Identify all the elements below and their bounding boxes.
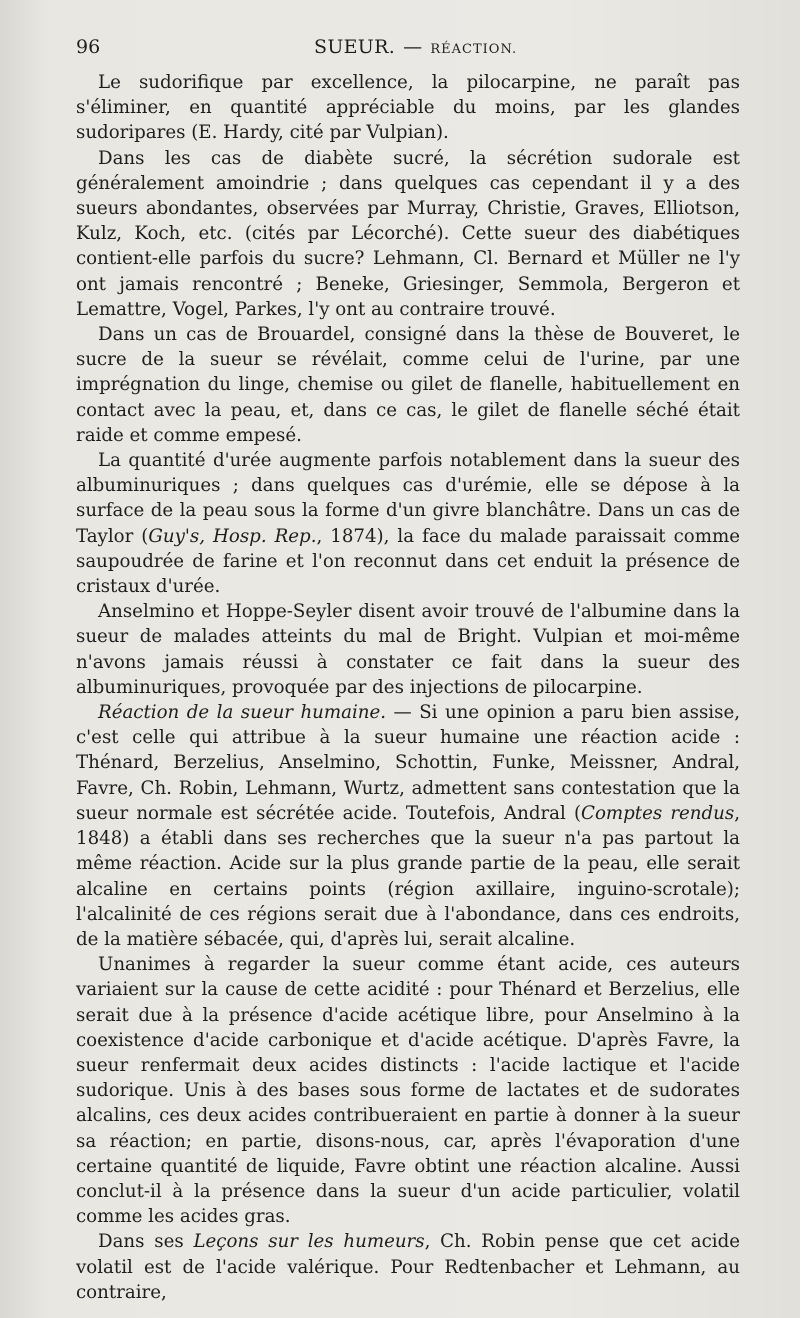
running-header <box>76 36 742 66</box>
paragraph-uree <box>76 448 740 599</box>
paragraph-pilocarpine: Le sudorifique par excellence, la pilocarpine, ne paraît pas s'éliminer, en quantité appréciable du moins, par les glandes sudoripares (E. Hardy, cité par Vulpian). <box>76 72 740 144</box>
paragraph-robin <box>76 1229 740 1305</box>
paragraph-acidite: Unanimes à regarder la sueur comme étant acide, ces auteurs variaient sur la cause de cette acidité : pour Thénard et Berzelius, elle serait due à la présence d'acide acétique libre, pour Anselmino à la coexistence d'acide carbonique et d'acide acétique. D'après Favre, la sueur renfermait deux acides distincts : l'acide lactique et l'acide sudorique. Unis à des bases sous forme de lactates et de sudorates alcalins, ces deux acides contribueraient en partie à donner à la sueur sa réaction; en partie, disons-nous, car, après l'évaporation d'une certaine quantité de liquide, Favre obtint une réaction alcaline. Aussi conclut-il à la présence dans la sueur d'un acide particulier, volatil comme les acides gras. <box>76 954 740 1228</box>
running-title-section: RÉACTION. <box>430 42 518 57</box>
citation-lecons-humeurs: Leçons sur les humeurs <box>193 1231 425 1253</box>
page-number: 96 <box>76 36 101 58</box>
running-title-separator: — <box>403 36 423 58</box>
paragraph-uree-text-1: La quantité d'urée augmente parfois notablement dans la sueur des albuminuriques ; dans quelques cas d'urémie, elle se dépose à la surface de la peau sous la forme d'un givre blanchâtre. Dans un cas de Taylor ( <box>76 450 740 547</box>
citation-guys-hosp-rep: Guy's, Hosp. Rep. <box>148 525 317 547</box>
body-text <box>76 70 740 1305</box>
paragraph-robin-text-2: , Ch. Robin pense que cet acide volatil est de l'acide valérique. Pour Redtenbacher et Lehmann, au contraire, <box>76 1231 741 1303</box>
paragraph-albumine: Anselmino et Hoppe-Seyler disent avoir trouvé de l'albumine dans la sueur de malades atteints du mal de Bright. Vulpian et moi-même n'avons jamais réussi à constater ce fait dans la sueur des albuminuriques, provoquée par des injections de pilocarpine. <box>76 601 740 698</box>
running-title <box>314 36 517 58</box>
paragraph-robin-text-1: Dans ses <box>98 1231 194 1253</box>
paragraph-brouardel: Dans un cas de Brouardel, consigné dans la thèse de Bouveret, le sucre de la sueur se révélait, comme celui de l'urine, par une imprégnation du linge, chemise ou gilet de flanelle, habituellement en contact avec la peau, et, dans ce cas, le gilet de flanelle séché était raide et comme empesé. <box>76 324 740 446</box>
paragraph-reaction-text-1: — Si une opinion a paru bien assise, c'est celle qui attribue à la sueur humaine une réaction acide : Thénard, Berzelius, Anselmino, Schottin, Funke, Meissner, Andral, Favre, Ch. Robin, Lehmann, Wurtz, admettent sans contestation que la sueur normale est sécrétée acide. Toutefois, Andral ( <box>76 702 740 824</box>
paragraph-reaction <box>76 700 740 952</box>
paragraph-reaction-text-2: , 1848) a établi dans ses recherches que la sueur n'a pas partout la même réaction. Acide sur la plus grande partie de la peau, elle serait alcaline en certains points (région axillaire, inguino-scrotale); l'alcalinité de ces régions serait due à l'abondance, dans ces endroits, de la matière sébacée, qui, d'après lui, serait alcaline. <box>76 802 740 950</box>
section-heading-reaction: Réaction de la sueur humaine. <box>98 702 387 724</box>
running-title-main: SUEUR. <box>314 36 396 58</box>
paragraph-uree-text-2: , 1874), la face du malade paraissait comme saupoudrée de farine et l'on reconnut dans cet enduit la présence de cristaux d'urée. <box>76 525 740 598</box>
paragraph-diabete: Dans les cas de diabète sucré, la sécrétion sudorale est généralement amoindrie ; dans quelques cas cependant il y a des sueurs abondantes, observées par Murray, Christie, Graves, Elliotson, Kulz, Koch, etc. (cités par Lécorché). Cette sueur des diabétiques contient-elle parfois du sucre? Lehmann, Cl. Bernard et Müller ne l'y ont jamais rencontré ; Beneke, Griesinger, Semmola, Bergeron et Lemattre, Vogel, Parkes, l'y ont au contraire trouvé. <box>76 147 740 320</box>
citation-comptes-rendus: Comptes rendus <box>581 802 735 824</box>
